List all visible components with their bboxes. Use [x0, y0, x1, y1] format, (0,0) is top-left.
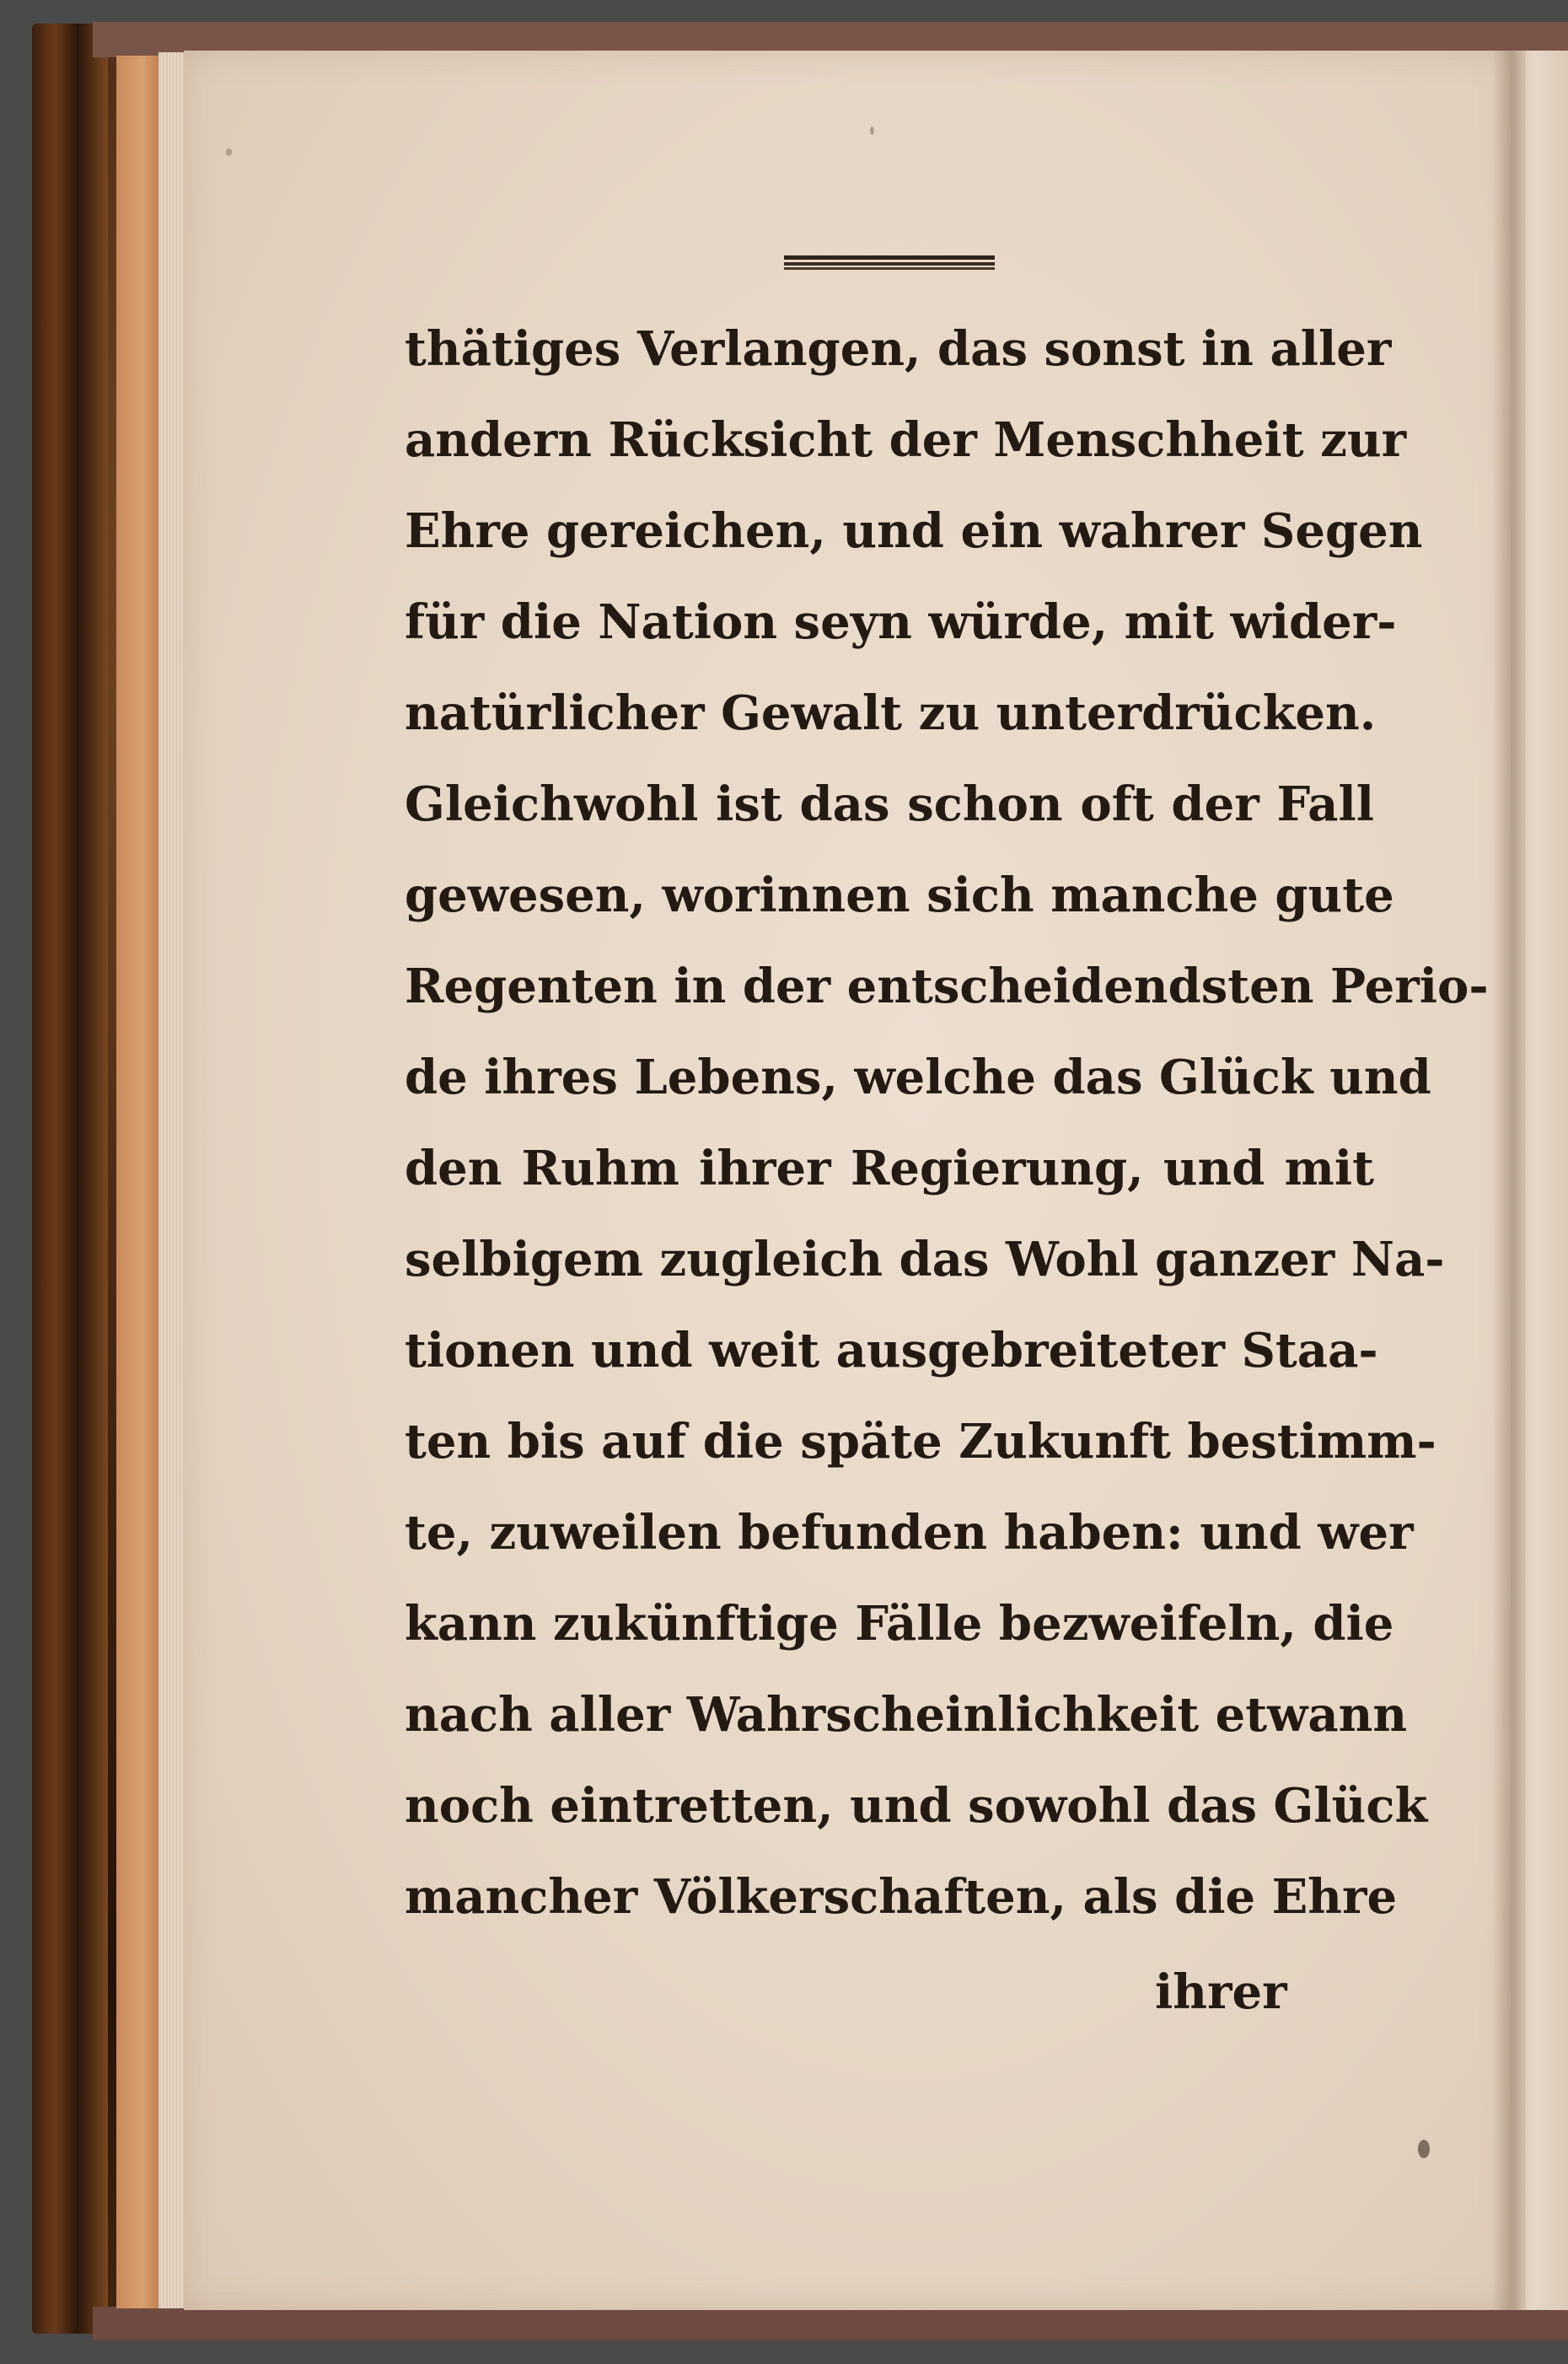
text-line: kann zukünftige Fälle bezweifeln, die: [405, 1596, 1394, 1652]
page-text: [405, 304, 1489, 1942]
ink-spot: [870, 126, 874, 135]
text-line: mancher Völkerschaften, als die Ehre: [405, 1869, 1398, 1925]
text-line: selbigem zugleich das Wohl ganzer Na-: [405, 1232, 1445, 1287]
header-rule-ornament: [784, 255, 995, 271]
text-line: natürlicher Gewalt zu unterdrücken.: [405, 685, 1377, 741]
catchword: ihrer: [1155, 1964, 1287, 2020]
text-line: Gleichwohl ist das schon oft der Fall: [405, 776, 1374, 832]
text-line: noch eintretten, und sowohl das Glück: [405, 1778, 1428, 1834]
ink-spot: [1418, 2140, 1430, 2158]
text-line: tionen und weit ausgebreiteter Staa-: [405, 1323, 1378, 1378]
text-line: für die Nation seyn würde, mit wider-: [405, 594, 1397, 650]
text-line: den Ruhm ihrer Regierung, und mit: [405, 1141, 1374, 1196]
marbled-cover-edge: [32, 24, 108, 2334]
text-line: de ihres Lebens, welche das Glück und: [405, 1050, 1431, 1105]
text-line: ten bis auf die späte Zukunft bestimm-: [405, 1414, 1436, 1469]
cloth-binding-bottom: [93, 2307, 1568, 2340]
text-line: thätiges Verlangen, das sonst in aller: [405, 321, 1392, 377]
page-edges: [158, 52, 187, 2308]
text-line: nach aller Wahrscheinlichkeit etwann: [405, 1687, 1408, 1743]
text-line: andern Rücksicht der Menschheit zur: [405, 412, 1407, 468]
text-line: te, zuweilen befunden haben: und wer: [405, 1505, 1414, 1561]
text-line: Regenten in der entscheidendsten Perio-: [405, 959, 1489, 1014]
ink-spot: [226, 148, 232, 156]
gutter-shadow: [1492, 51, 1526, 2310]
text-line: gewesen, worinnen sich manche gute: [405, 868, 1394, 923]
endpaper: [116, 56, 164, 2308]
text-line: Ehre gereichen, und ein wahrer Segen: [405, 503, 1423, 559]
